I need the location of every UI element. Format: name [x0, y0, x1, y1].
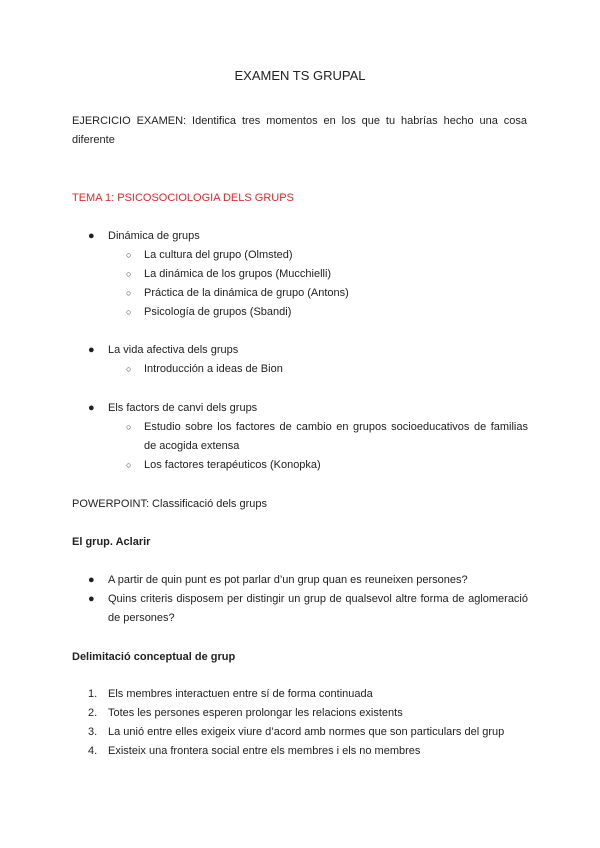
exercise-paragraph: EJERCICIO EXAMEN: Identifica tres momentos en los que tu habrías hecho una cosa diferente — [72, 115, 527, 146]
numbered-item — [72, 723, 528, 742]
sub-list-item — [72, 418, 528, 456]
tema1-section-3 — [72, 399, 528, 475]
list-item — [72, 399, 528, 418]
section-label: Dinámica de grups — [108, 230, 200, 242]
sub-item-text: Psicología de grupos (Sbandi) — [144, 306, 292, 318]
item-text: A partir de quin punt es pot parlar d’un grup quan es reuneixen persones? — [108, 574, 468, 586]
numbered-item — [72, 742, 528, 761]
sub-item-text: La cultura del grupo (Olmsted) — [144, 249, 293, 261]
sub-item-text: Práctica de la dinámica de grupo (Antons) — [144, 287, 349, 299]
numbered-item — [72, 704, 528, 723]
delimitacio-heading: Delimitació conceptual de grup — [72, 651, 236, 663]
hollow-bullet-icon: ○ — [126, 269, 132, 279]
sub-item-text: Los factores terapéuticos (Konopka) — [144, 459, 321, 471]
item-number: 1. — [88, 688, 98, 700]
sub-list-item — [72, 246, 528, 265]
sub-list-item — [72, 284, 528, 303]
tema1-section-2 — [72, 341, 528, 379]
item-text: Els membres interactuen entre sí de forma continuada — [108, 688, 373, 700]
powerpoint-line: POWERPOINT: Classificació dels grups — [72, 498, 267, 510]
list-item — [72, 571, 528, 590]
sub-item-text: Estudio sobre los factores de cambio en grupos socioeducativos de familias de acogida extensa — [144, 421, 528, 452]
tema1-heading: TEMA 1: PSICOSOCIOLOGIA DELS GRUPS — [72, 192, 294, 204]
hollow-bullet-icon: ○ — [126, 422, 132, 432]
item-text: Totes les persones esperen prolongar les relacions existents — [108, 707, 403, 719]
section-label: La vida afectiva dels grups — [108, 344, 239, 356]
hollow-bullet-icon: ○ — [126, 460, 132, 470]
bullet-icon: ● — [88, 593, 95, 605]
list-item — [72, 227, 528, 246]
sub-item-text: La dinámica de los grupos (Mucchielli) — [144, 268, 332, 280]
sub-item-text: Introducción a ideas de Bion — [144, 363, 283, 375]
grup-heading: El grup. Aclarir — [72, 536, 151, 548]
item-text: La unió entre elles exigeix viure d’acord amb normes que son particulars del grup — [108, 726, 505, 738]
item-text: Quins criteris disposem per distingir un grup de qualsevol altre forma de aglomeració de persones? — [108, 593, 528, 624]
item-text: Existeix una frontera social entre els membres i els no membres — [108, 745, 421, 757]
list-item — [72, 590, 528, 628]
hollow-bullet-icon: ○ — [126, 250, 132, 260]
hollow-bullet-icon: ○ — [126, 307, 132, 317]
item-number: 2. — [88, 707, 98, 719]
sub-list-item — [72, 360, 528, 379]
sub-list-item — [72, 265, 528, 284]
bullet-icon: ● — [88, 230, 95, 242]
list-item — [72, 341, 528, 360]
delimitacio-list — [72, 685, 528, 761]
hollow-bullet-icon: ○ — [126, 288, 132, 298]
bullet-icon: ● — [88, 344, 95, 356]
item-number: 4. — [88, 745, 98, 757]
numbered-item — [72, 685, 528, 704]
tema1-section-1 — [72, 227, 528, 322]
item-number: 3. — [88, 726, 98, 738]
hollow-bullet-icon: ○ — [126, 364, 132, 374]
bullet-icon: ● — [88, 574, 95, 586]
section-label: Els factors de canvi dels grups — [108, 402, 258, 414]
grup-list — [72, 571, 528, 628]
sub-list-item — [72, 456, 528, 475]
bullet-icon: ● — [88, 402, 95, 414]
sub-list-item — [72, 303, 528, 322]
document-title: EXAMEN TS GRUPAL — [234, 68, 366, 83]
